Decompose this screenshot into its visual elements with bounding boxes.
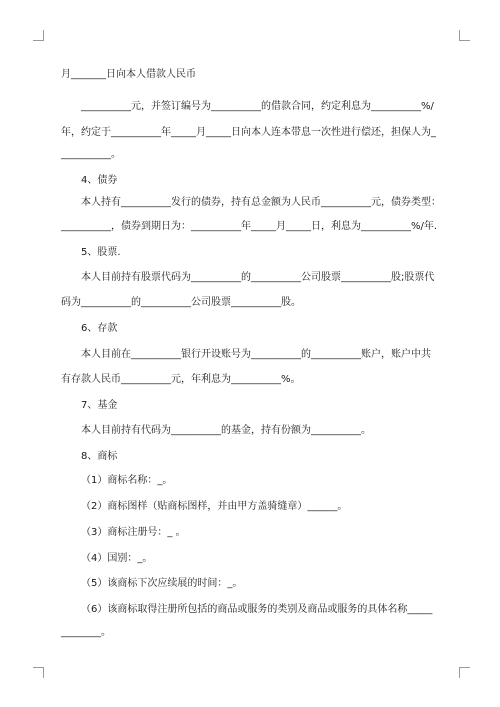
section-heading-stocks: 5、股票. bbox=[81, 247, 121, 258]
trademark-item-country: （4）国别：_。 bbox=[81, 553, 153, 564]
loan-date-line: 月_______日向本人借款人民币 bbox=[61, 69, 196, 80]
corner-mark-bottom-left bbox=[33, 667, 44, 678]
bonds-paragraph-line: __________，债券到期日为：__________年_____月_____日，利息为__________%/年. bbox=[61, 221, 438, 232]
stocks-paragraph-line: 本人目前持有股票代码为__________的__________公司股票__________股;股票代 bbox=[81, 272, 435, 283]
trademark-item-goods-services-continued: ________。 bbox=[61, 627, 111, 638]
corner-mark-bottom-right bbox=[459, 667, 470, 678]
trademark-item-renewal-time: （5）该商标下次应续展的时间：_。 bbox=[81, 578, 243, 589]
trademark-item-name: （1）商标名称：_。 bbox=[81, 475, 173, 486]
stocks-paragraph-line: 码为__________的__________公司股票__________股。 bbox=[61, 297, 301, 308]
funds-paragraph-line: 本人目前持有代码为__________的基金，持有份额为__________。 bbox=[81, 425, 371, 436]
loan-guarantor-line: __________。 bbox=[61, 149, 121, 160]
trademark-item-sample: （2）商标图样（贴商标图样，并由甲方盖骑缝章）______。 bbox=[81, 501, 348, 512]
section-heading-funds: 7、基金 bbox=[81, 400, 118, 411]
bonds-paragraph-line: 本人持有__________发行的债券，持有总金额为人民币__________元，债券类型： bbox=[81, 197, 441, 208]
corner-mark-top-left bbox=[33, 30, 44, 41]
deposits-paragraph-line: 有存款人民币__________元，年利息为__________%。 bbox=[61, 374, 301, 385]
loan-contract-line: __________元，并签订编号为__________的借款合同，约定利息为__________%/ bbox=[81, 101, 434, 112]
trademark-item-registration-number: （3）商标注册号：_ 。 bbox=[81, 527, 186, 538]
corner-mark-top-right bbox=[459, 30, 470, 41]
loan-repayment-line: 年，约定于__________年_____月_____日向本人连本带息一次性进行偿还，担保人为_ bbox=[61, 127, 436, 138]
section-heading-bonds: 4、债券 bbox=[81, 175, 118, 186]
deposits-paragraph-line: 本人目前在__________银行开设账号为__________的__________账户，账户中共 bbox=[81, 349, 431, 360]
trademark-item-goods-services: （6）该商标取得注册所包括的商品或服务的类别及商品或服务的具体名称_____ bbox=[81, 604, 433, 615]
section-heading-trademark: 8、商标 bbox=[81, 451, 118, 462]
section-heading-deposits: 6、存款 bbox=[81, 323, 118, 334]
